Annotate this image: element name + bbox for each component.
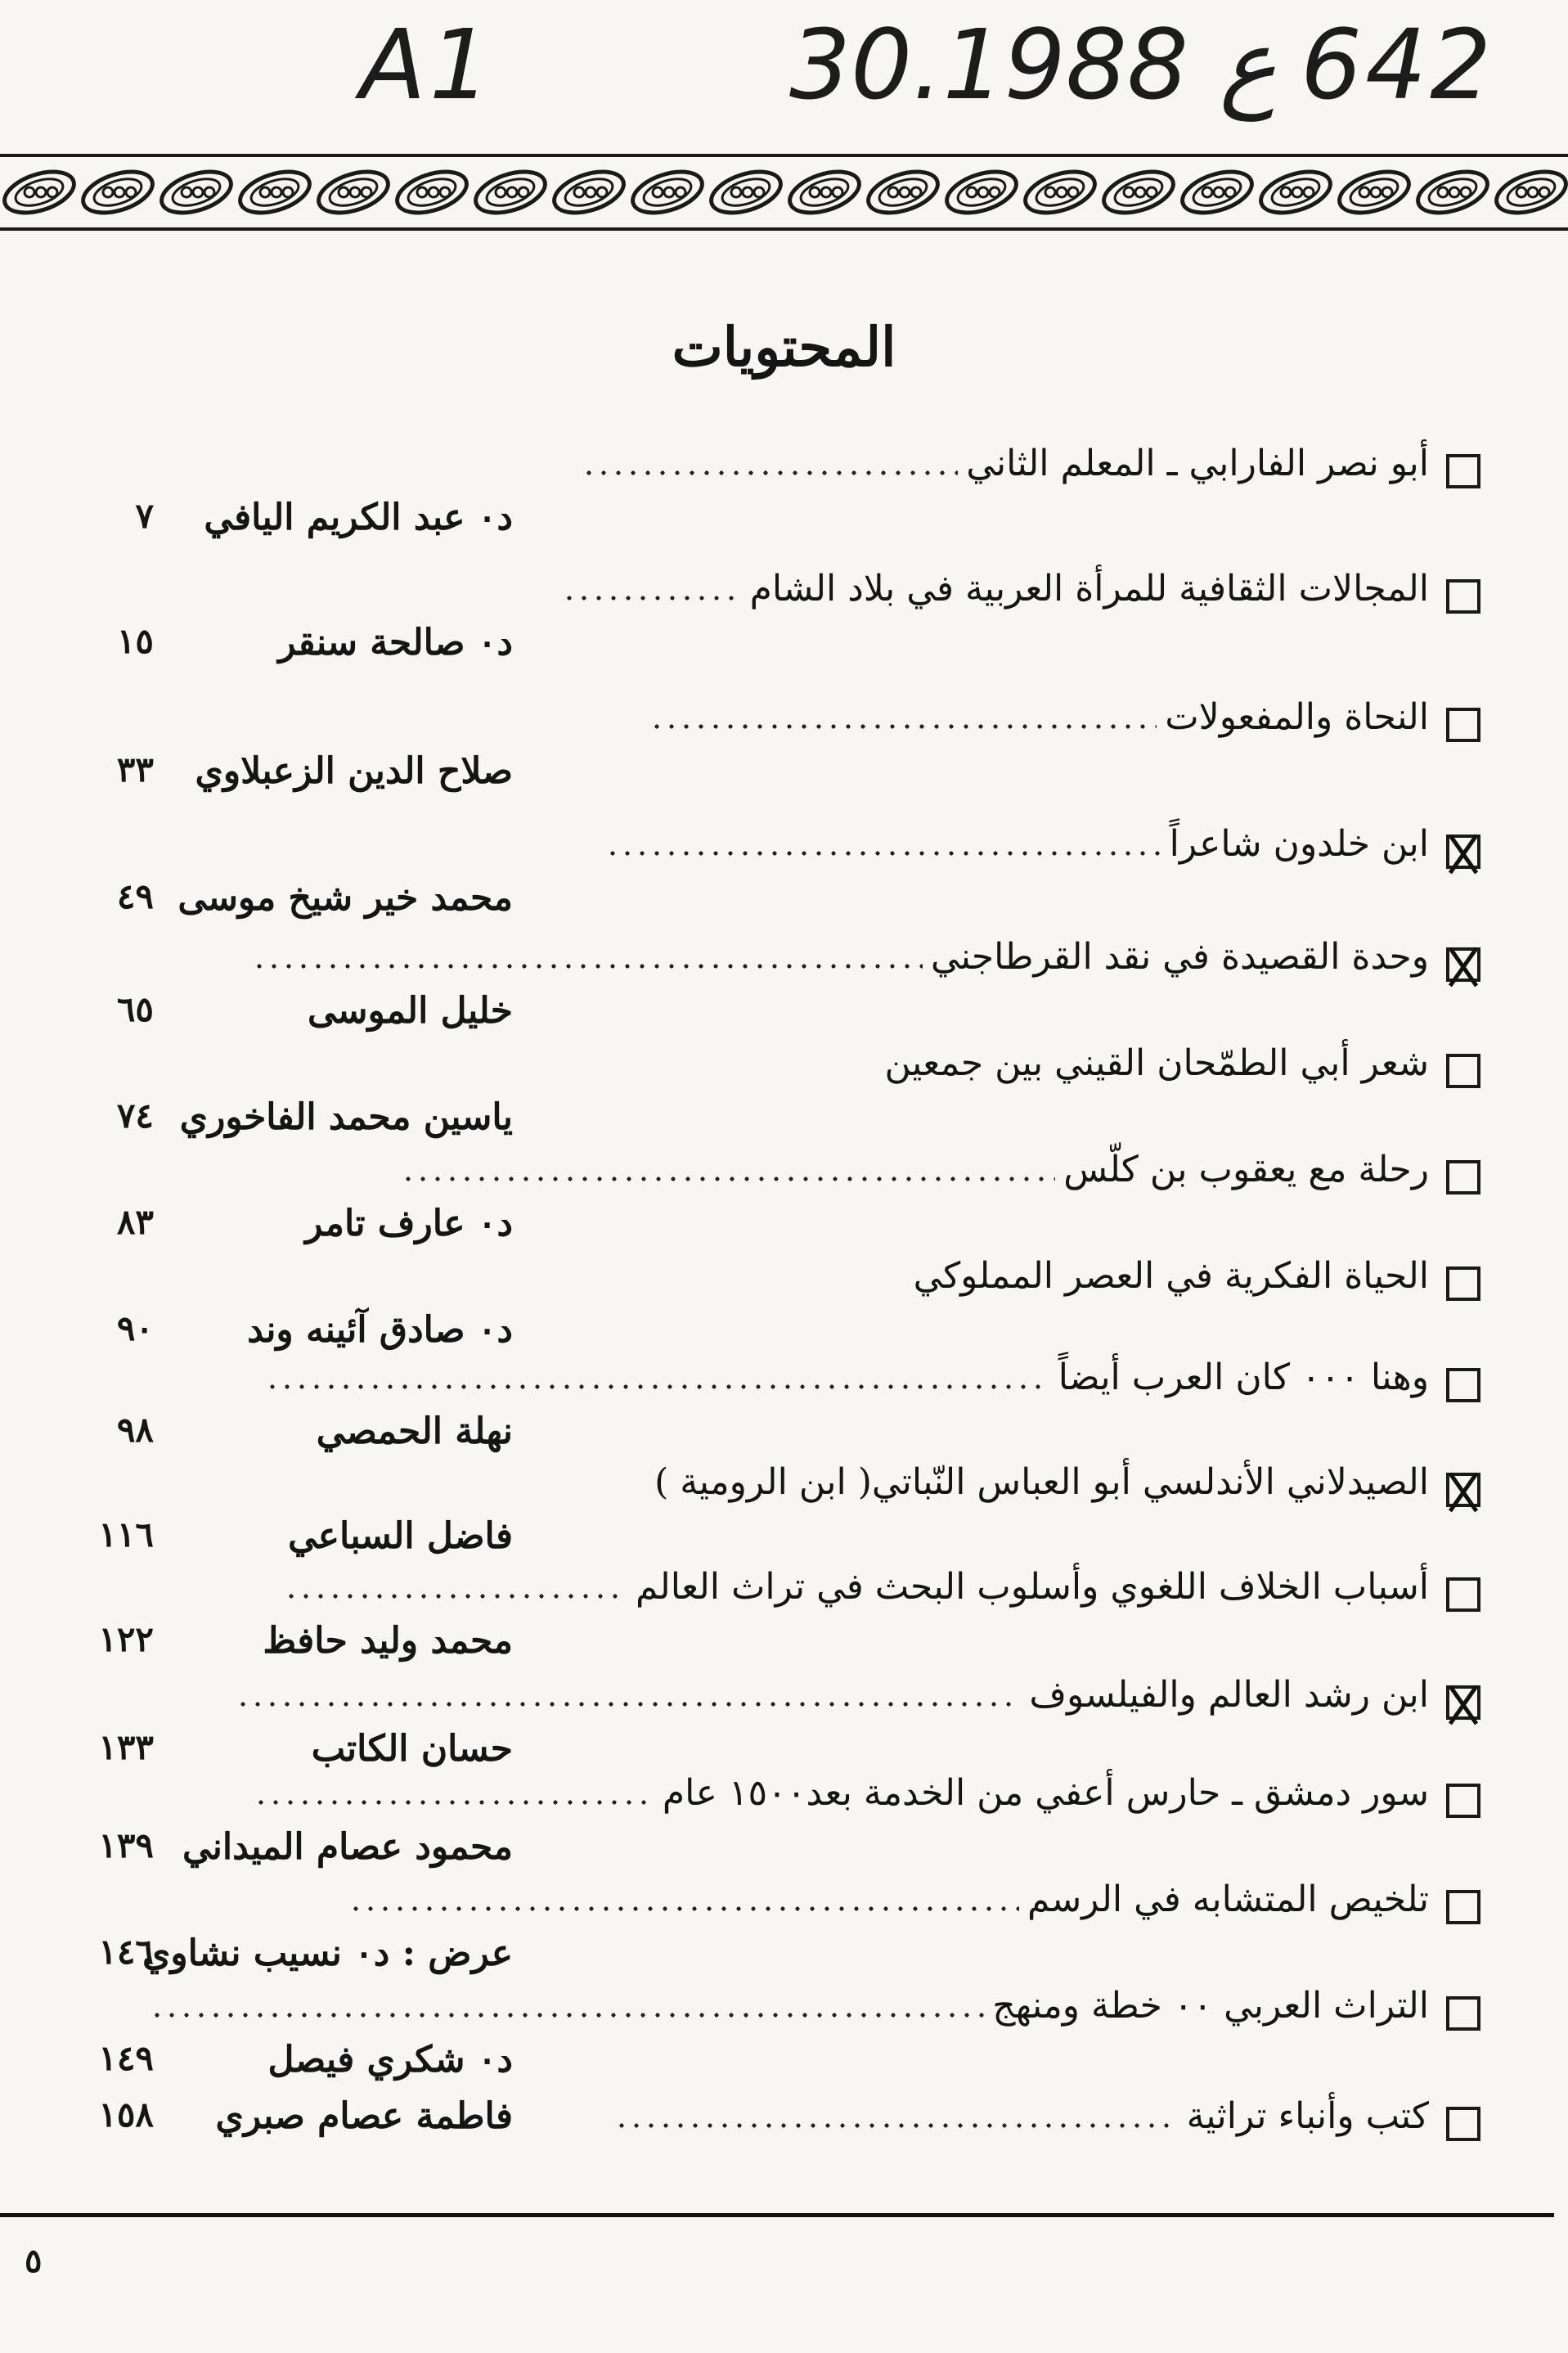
dot-leader xyxy=(284,1594,627,1599)
toc-entry xyxy=(0,2090,1568,2197)
dot-leader xyxy=(562,596,742,601)
entry-title: تلخيص المتشابه في الرسم xyxy=(1027,1878,1429,1920)
handwritten-number: 642 xyxy=(1301,8,1495,121)
entry-author: خليل الموسى xyxy=(307,990,513,1032)
entry-page: ١٣٩ xyxy=(98,1825,154,1865)
entry-page: ٣٣ xyxy=(116,749,154,790)
entry-page: ١١٦ xyxy=(98,1514,154,1554)
entry-page: ١٤٩ xyxy=(98,2038,154,2078)
entry-author: صلاح الدين الزعبلاوي xyxy=(195,750,513,792)
checkbox[interactable] xyxy=(1446,1266,1480,1301)
entry-page: ١٥ xyxy=(116,621,154,661)
toc-entry xyxy=(0,563,1568,669)
entry-title: الحياة الفكرية في العصر المملوكي xyxy=(913,1255,1429,1297)
checkbox-checked[interactable] xyxy=(1446,947,1480,982)
toc-entry xyxy=(0,438,1568,544)
toc-entry xyxy=(0,1037,1568,1144)
entry-title: رحلة مع يعقوب بن كلّس xyxy=(1063,1149,1429,1190)
dot-leader xyxy=(236,1702,1021,1707)
toc-entry xyxy=(0,1561,1568,1667)
checkbox[interactable] xyxy=(1446,708,1480,742)
checkbox[interactable] xyxy=(1446,1577,1480,1612)
toc-entry xyxy=(0,1874,1568,1980)
checkbox[interactable] xyxy=(1446,1054,1480,1088)
page-title: المحتويات xyxy=(672,315,896,379)
dot-leader xyxy=(254,1800,654,1805)
handwritten-date: 30.ع 1988 xyxy=(789,8,1277,121)
dot-leader xyxy=(582,470,958,475)
entry-page: ٩٠ xyxy=(116,1308,154,1348)
entry-page: ١٥٨ xyxy=(98,2094,154,2135)
dot-leader xyxy=(150,2013,984,2018)
checkbox-checked[interactable] xyxy=(1446,1685,1480,1720)
entry-author: عرض : د٠ نسيب نشاوي xyxy=(142,1932,513,1974)
entry-author: د٠ صادق آئينه وند xyxy=(247,1309,513,1351)
dot-leader xyxy=(605,851,1161,856)
toc-entry xyxy=(0,691,1568,798)
entry-title: أسباب الخلاف اللغوي وأسلوب البحث في تراث العالم xyxy=(636,1566,1429,1608)
checkbox-checked[interactable] xyxy=(1446,1473,1480,1507)
entry-page: ١٢٢ xyxy=(98,1619,154,1659)
handwritten-page-ref: A1 xyxy=(360,8,494,121)
dot-leader xyxy=(252,964,923,969)
entry-page: ٧٤ xyxy=(116,1096,154,1136)
checkbox[interactable] xyxy=(1446,2107,1480,2141)
checkbox[interactable] xyxy=(1446,1784,1480,1818)
toc-entry xyxy=(0,1352,1568,1458)
entry-title: سور دمشق ـ حارس أعفي من الخدمة بعد١٥٠٠ عام xyxy=(662,1772,1429,1814)
entry-author: ياسين محمد الفاخوري xyxy=(179,1096,513,1138)
checkbox[interactable] xyxy=(1446,1996,1480,2031)
toc-entry xyxy=(0,1250,1568,1356)
entry-title: شعر أبي الطمّحان القيني بين جمعين xyxy=(884,1042,1429,1084)
checkbox[interactable] xyxy=(1446,1368,1480,1402)
entry-title: أبو نصر الفارابي ـ المعلم الثاني xyxy=(966,443,1429,484)
dot-leader xyxy=(649,724,1157,729)
entry-page: ٧ xyxy=(135,496,154,536)
toc-entry xyxy=(0,931,1568,1037)
entry-author: د٠ عارف تامر xyxy=(305,1203,513,1244)
entry-author: فاطمة عصام صبري xyxy=(215,2095,513,2137)
entry-author: محمود عصام الميداني xyxy=(182,1826,513,1868)
dot-leader xyxy=(265,1384,1050,1389)
checkbox[interactable] xyxy=(1446,1160,1480,1194)
checkbox[interactable] xyxy=(1446,579,1480,614)
entry-title: المجالات الثقافية للمرأة العربية في بلاد الشام xyxy=(749,568,1429,610)
entry-title: كتب وأنباء تراثية xyxy=(1186,2095,1429,2137)
entry-title: ابن رشد العالم والفيلسوف xyxy=(1029,1674,1429,1716)
dot-leader xyxy=(401,1176,1055,1181)
entry-page: ٩٨ xyxy=(116,1410,154,1450)
dot-leader xyxy=(614,2123,1179,2128)
entry-author: فاضل السباعي xyxy=(288,1515,513,1557)
toc-entry xyxy=(0,1669,1568,1775)
checkbox[interactable] xyxy=(1446,1890,1480,1924)
toc-entry xyxy=(0,818,1568,925)
entry-page: ٦٥ xyxy=(116,989,154,1029)
footer-rule xyxy=(0,2213,1554,2217)
checkbox-checked[interactable] xyxy=(1446,835,1480,869)
entry-page: ٨٣ xyxy=(116,1202,154,1242)
entry-title: وحدة القصيدة في نقد القرطاجني xyxy=(930,936,1429,978)
entry-title: النحاة والمفعولات xyxy=(1165,696,1429,738)
toc-entry xyxy=(0,1980,1568,2086)
entry-page: ٤٩ xyxy=(116,876,154,916)
entry-author: حسان الكاتب xyxy=(311,1728,513,1770)
toc-entry xyxy=(0,1456,1568,1563)
entry-author: محمد خير شيخ موسى xyxy=(177,877,513,919)
entry-title: الصيدلاني الأندلسي أبو العباس النّباتي( ابن الرومية ) xyxy=(654,1461,1429,1503)
entry-page: ١٤٦ xyxy=(98,1932,154,1972)
footer-page-number: ٥ xyxy=(25,2242,43,2280)
entry-author: د٠ شكري فيصل xyxy=(267,2039,513,2081)
entry-author: د٠ عبد الكريم اليافي xyxy=(204,497,513,538)
checkbox[interactable] xyxy=(1446,454,1480,488)
entry-title: التراث العربي ٠٠ خطة ومنهج xyxy=(992,1985,1429,2027)
entry-author: د٠ صالحة سنقر xyxy=(278,622,513,664)
entry-author: نهلة الحمصي xyxy=(316,1410,513,1452)
toc-entry xyxy=(0,1144,1568,1250)
entry-author: محمد وليد حافظ xyxy=(263,1620,513,1662)
dot-leader xyxy=(348,1906,1019,1911)
entry-title: وهنا ٠٠٠ كان العرب أيضاً xyxy=(1058,1356,1429,1398)
entry-page: ١٣٣ xyxy=(98,1727,154,1767)
toc-entry xyxy=(0,1767,1568,1874)
entry-title: ابن خلدون شاعراً xyxy=(1169,823,1429,865)
